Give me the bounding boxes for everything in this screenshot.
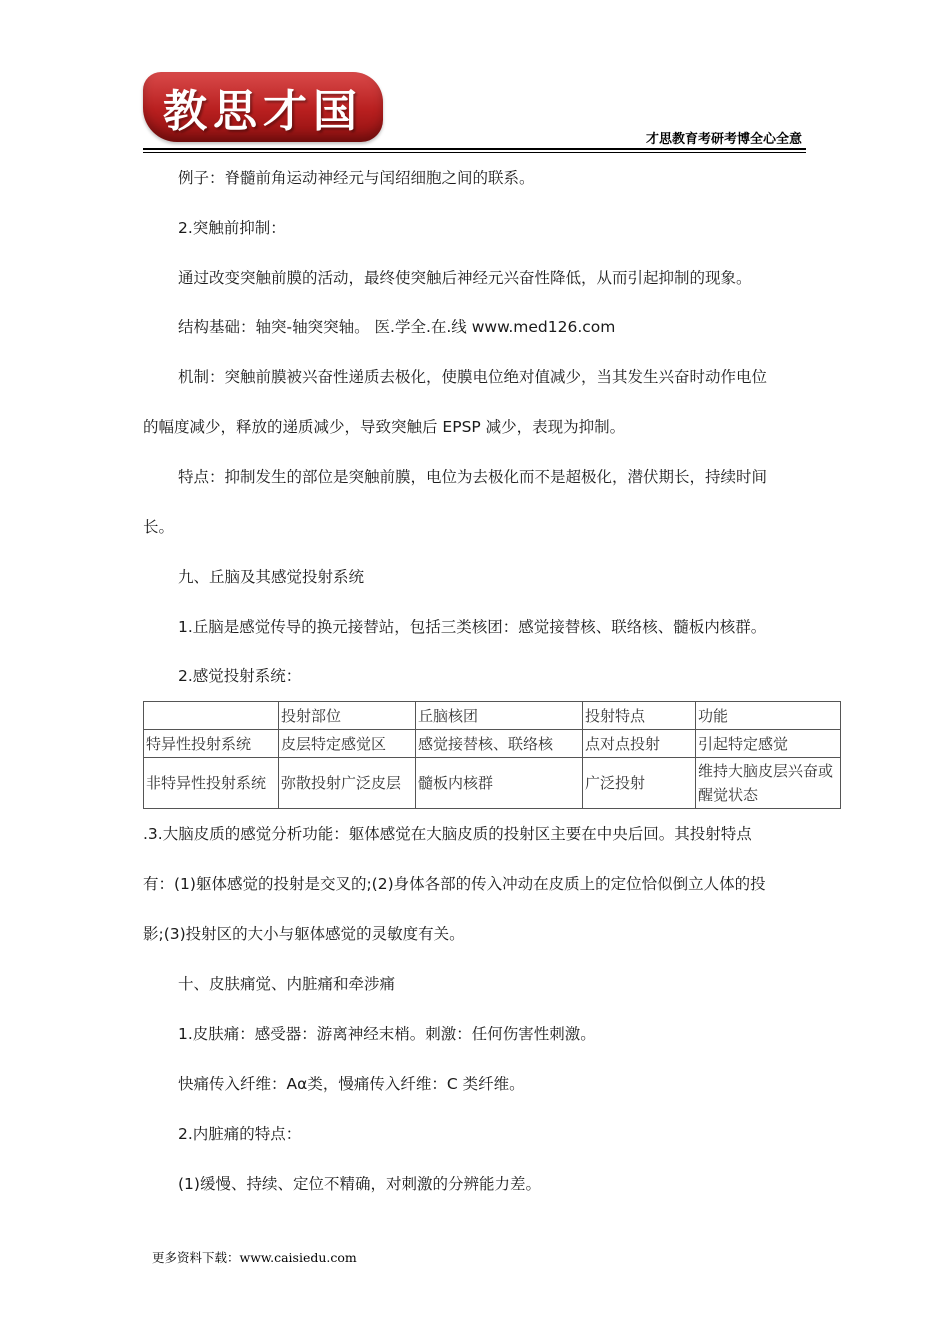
paragraph: 长。 <box>143 518 175 536</box>
table-row <box>144 730 841 758</box>
paragraph: 快痛传入纤维：Aα类，慢痛传入纤维：C 类纤维。 <box>178 1075 525 1093</box>
paragraph: .3.大脑皮质的感觉分析功能：躯体感觉在大脑皮质的投射区主要在中央后回。其投射特点 <box>143 825 752 843</box>
paragraph: 机制：突触前膜被兴奋性递质去极化，使膜电位绝对值减少，当其发生兴奋时动作电位 <box>178 368 768 386</box>
brand-logo: 教思才国 <box>143 72 383 142</box>
table-row <box>144 758 841 809</box>
paragraph: 影;(3)投射区的大小与躯体感觉的灵敏度有关。 <box>143 925 465 943</box>
table-cell: 广泛投射 <box>583 758 696 809</box>
table-header-cell: 投射特点 <box>583 702 696 730</box>
paragraph: 2.感觉投射系统： <box>178 667 302 685</box>
footer-download-link[interactable]: 更多资料下载：www.caisiedu.com <box>152 1250 357 1265</box>
section-heading: 十、皮肤痛觉、内脏痛和牵涉痛 <box>178 975 396 993</box>
table-cell: 皮层特定感觉区 <box>279 730 416 758</box>
table-cell: 特异性投射系统 <box>144 730 279 758</box>
paragraph: 1.皮肤痛：感受器：游离神经末梢。刺激：任何伤害性刺激。 <box>178 1025 596 1043</box>
table-header-cell: 功能 <box>696 702 841 730</box>
paragraph: 2.内脏痛的特点： <box>178 1125 302 1143</box>
table-header-cell <box>144 702 279 730</box>
header-tagline: 才思教育考研考博全心全意 <box>645 132 802 147</box>
table-cell: 维持大脑皮层兴奋或醒觉状态 <box>696 758 841 809</box>
table-header-row <box>144 702 841 730</box>
table-header-cell: 丘脑核团 <box>416 702 583 730</box>
table-cell: 弥散投射广泛皮层 <box>279 758 416 809</box>
section-heading: 九、丘脑及其感觉投射系统 <box>178 568 365 586</box>
table-cell: 点对点投射 <box>583 730 696 758</box>
paragraph: 1.丘脑是感觉传导的换元接替站，包括三类核团：感觉接替核、联络核、髓板内核群。 <box>178 618 767 636</box>
table-header-cell: 投射部位 <box>279 702 416 730</box>
paragraph: 有：(1)躯体感觉的投射是交叉的;(2)身体各部的传入冲动在皮质上的定位恰似倒立人体的投 <box>143 875 766 893</box>
paragraph: (1)缓慢、持续、定位不精确，对刺激的分辨能力差。 <box>178 1175 541 1193</box>
header-rule <box>143 148 806 150</box>
projection-system-table <box>143 701 841 809</box>
paragraph: 通过改变突触前膜的活动，最终使突触后神经元兴奋性降低，从而引起抑制的现象。 <box>178 269 752 287</box>
paragraph: 结构基础：轴突-轴突突轴。 医.学全.在.线 www.med126.com <box>178 318 616 336</box>
header-rule-thin <box>143 152 806 153</box>
table-cell: 髓板内核群 <box>416 758 583 809</box>
table-cell: 引起特定感觉 <box>696 730 841 758</box>
paragraph: 2.突触前抑制： <box>178 219 286 237</box>
paragraph: 特点：抑制发生的部位是突触前膜，电位为去极化而不是超极化，潜伏期长，持续时间 <box>178 468 768 486</box>
paragraph: 例子：脊髓前角运动神经元与闰绍细胞之间的联系。 <box>178 169 535 187</box>
table-cell: 感觉接替核、联络核 <box>416 730 583 758</box>
table-cell: 非特异性投射系统 <box>144 758 279 809</box>
paragraph: 的幅度减少，释放的递质减少，导致突触后 EPSP 减少，表现为抑制。 <box>143 418 626 436</box>
